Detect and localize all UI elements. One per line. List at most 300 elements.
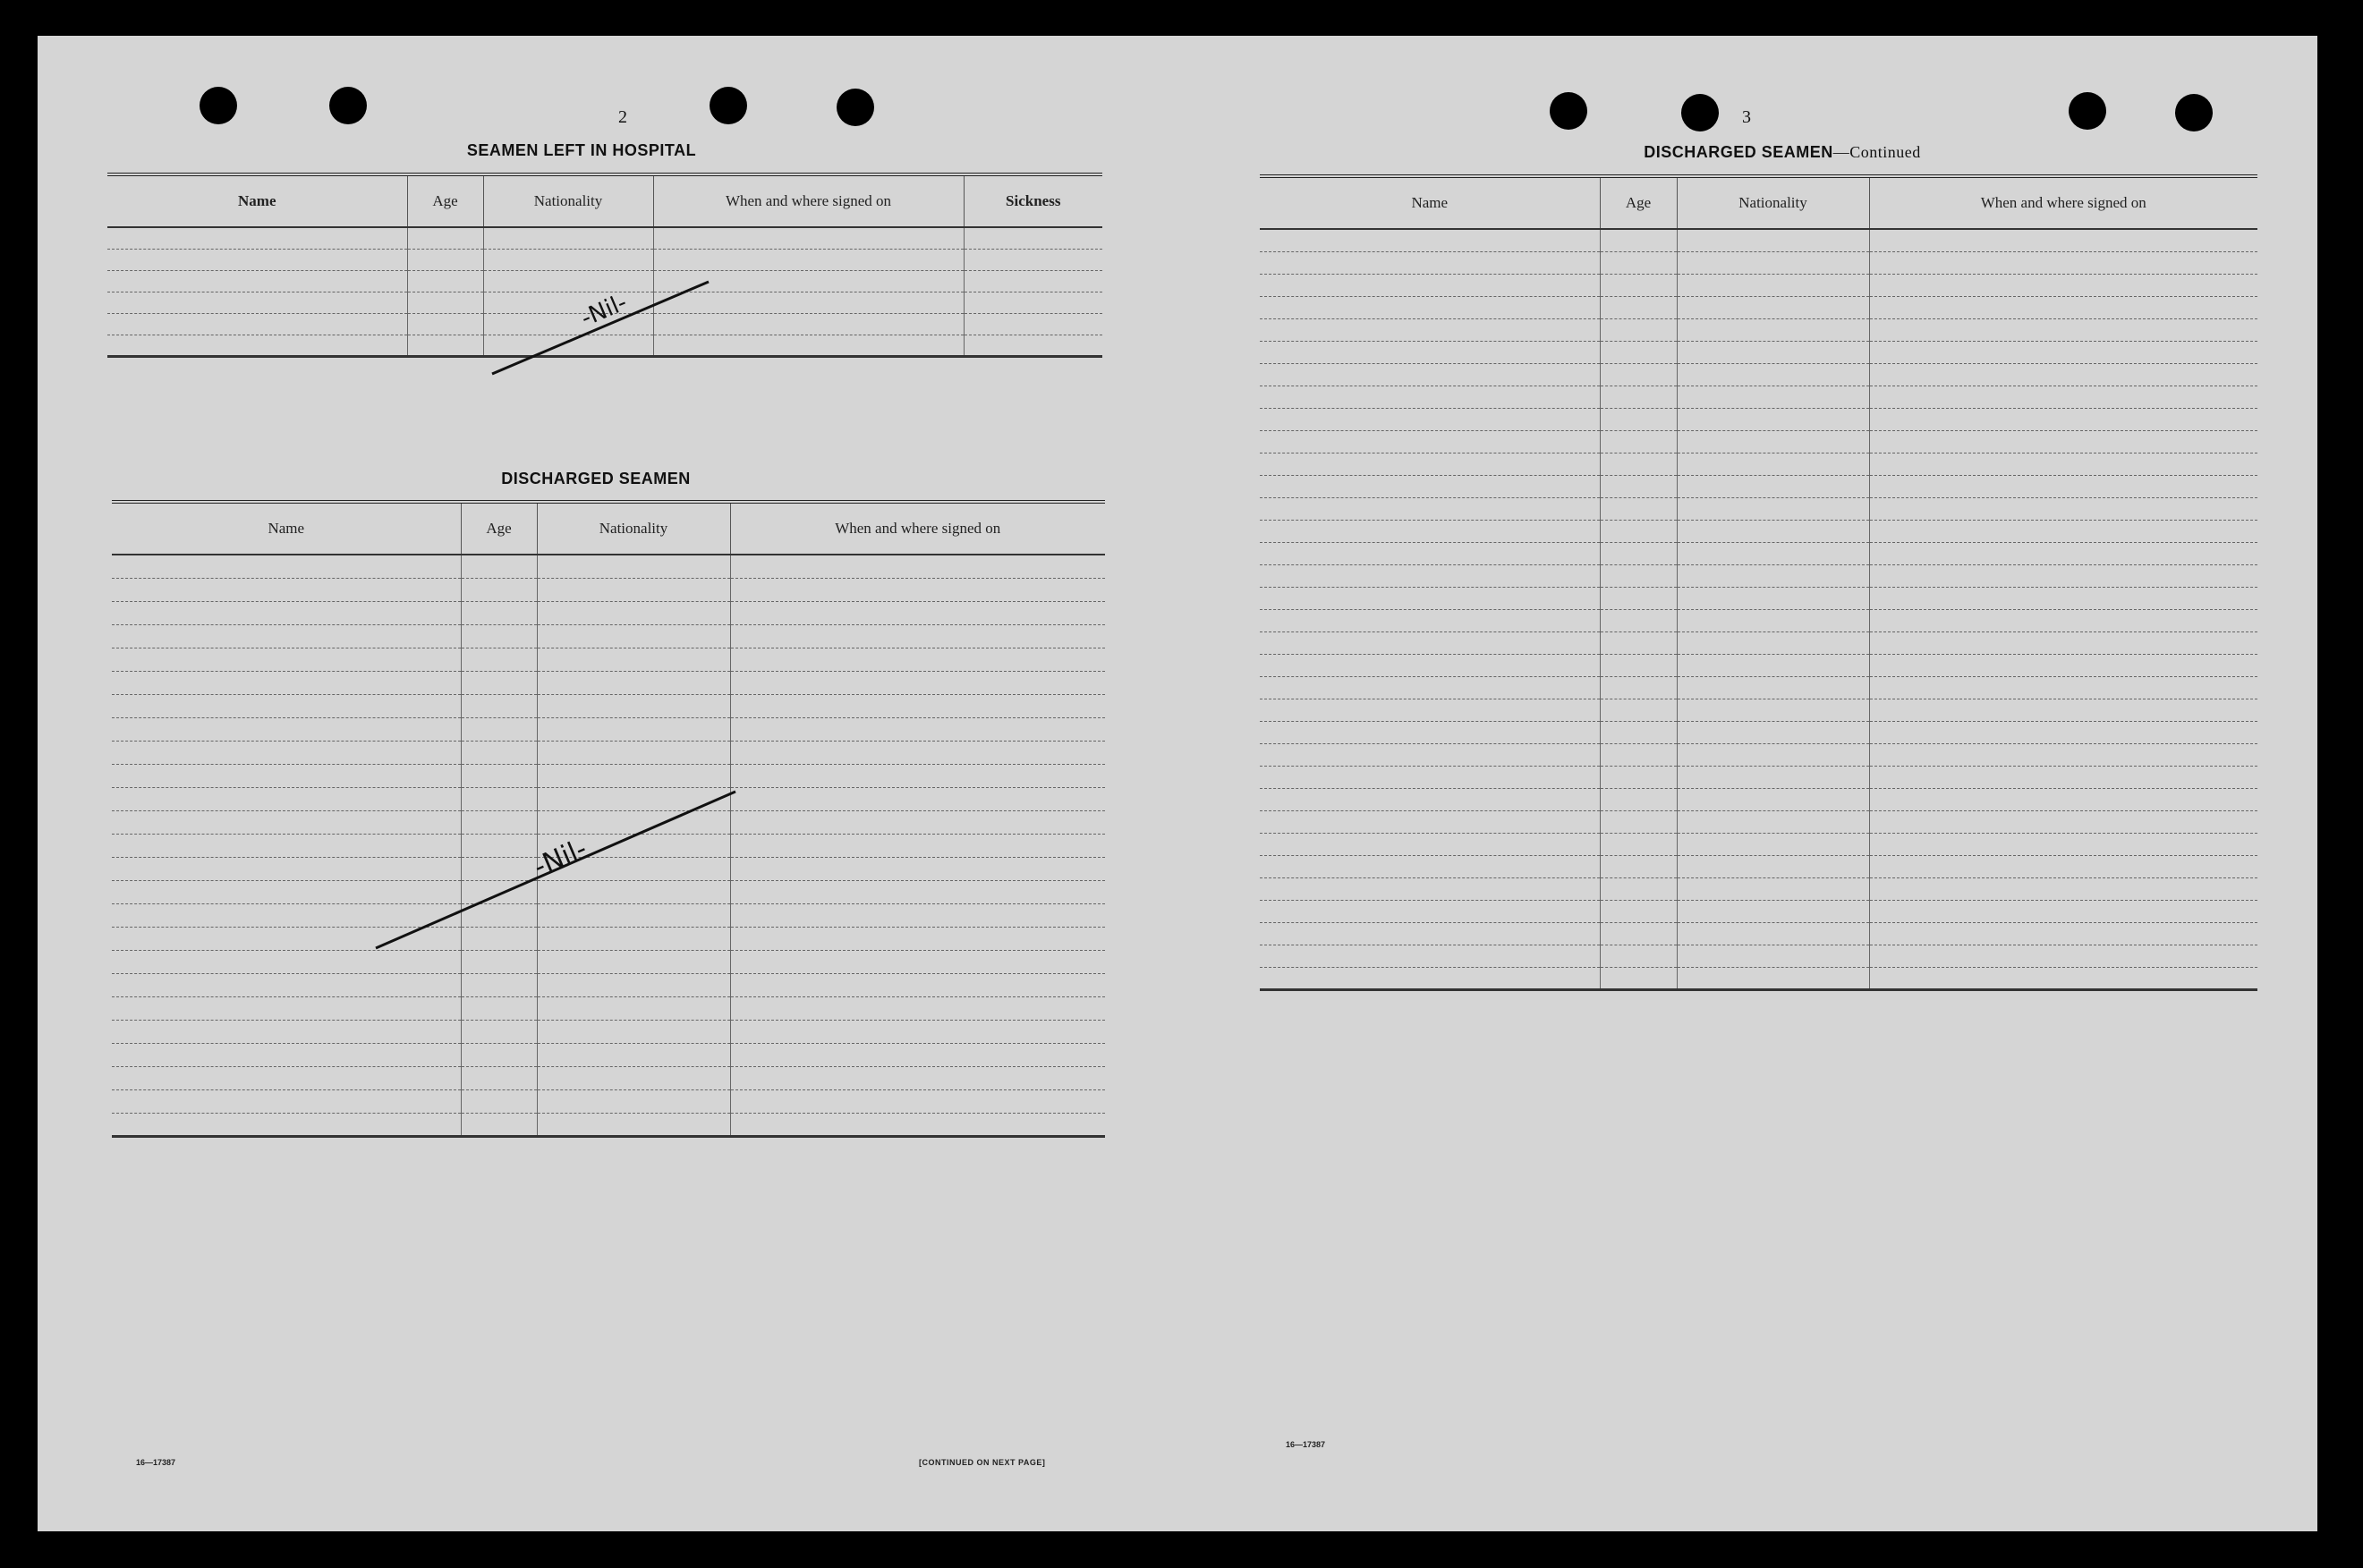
nil-annotation-discharged <box>369 751 780 1011</box>
table-cell <box>730 834 1105 857</box>
table-cell <box>1677 475 1869 497</box>
discharged-continued-title <box>1523 143 2042 162</box>
column-header-sickness: Sickness <box>964 174 1102 227</box>
table-cell <box>730 578 1105 601</box>
table-cell <box>730 741 1105 764</box>
table-row <box>112 1113 1105 1136</box>
table-cell <box>1869 788 2257 810</box>
table-cell <box>1677 699 1869 721</box>
table-row <box>1260 587 2257 609</box>
table-cell <box>730 671 1105 694</box>
table-cell <box>1600 810 1677 833</box>
table-cell <box>1260 766 1600 788</box>
table-cell <box>112 555 461 578</box>
column-header-name: Name <box>1260 176 1600 229</box>
table-cell <box>407 313 483 335</box>
table-cell <box>1677 654 1869 676</box>
table-row <box>1260 631 2257 654</box>
table-cell <box>112 1113 461 1136</box>
table-cell <box>537 694 730 717</box>
table-cell <box>1677 542 1869 564</box>
table-cell <box>1600 743 1677 766</box>
punch-hole <box>200 87 237 124</box>
table-cell <box>964 335 1102 356</box>
column-header-name: Name <box>112 502 461 555</box>
table-cell <box>730 601 1105 624</box>
column-header-nationality: Nationality <box>483 174 653 227</box>
table-cell <box>1677 900 1869 922</box>
punch-hole <box>710 87 747 124</box>
table-cell <box>1869 386 2257 408</box>
column-header-age: Age <box>1600 176 1677 229</box>
table-row <box>1260 520 2257 542</box>
table-cell <box>730 764 1105 787</box>
table-cell <box>730 624 1105 648</box>
column-header-when-and-where-signed-on: When and where signed on <box>653 174 964 227</box>
table-cell <box>1260 900 1600 922</box>
table-cell <box>1600 430 1677 453</box>
table-row <box>1260 699 2257 721</box>
table-cell <box>1869 229 2257 251</box>
table-cell <box>407 227 483 249</box>
table-cell <box>1260 408 1600 430</box>
table-row <box>1260 296 2257 318</box>
table-cell <box>1677 453 1869 475</box>
table-cell <box>1600 296 1677 318</box>
nil-annotation-hospital <box>485 268 771 429</box>
table-cell <box>730 1043 1105 1066</box>
table-cell <box>112 648 461 671</box>
table-cell <box>730 555 1105 578</box>
table-cell <box>1600 587 1677 609</box>
table-cell <box>1677 251 1869 274</box>
table-cell <box>1260 587 1600 609</box>
table-row <box>1260 430 2257 453</box>
table-cell <box>1869 542 2257 564</box>
table-cell <box>112 578 461 601</box>
table-cell <box>1869 430 2257 453</box>
table-cell <box>1600 699 1677 721</box>
table-cell <box>1677 855 1869 877</box>
table-cell <box>107 270 407 292</box>
table-cell <box>1677 520 1869 542</box>
table-cell <box>537 1043 730 1066</box>
table-cell <box>537 1066 730 1089</box>
punch-hole <box>837 89 874 126</box>
table-cell <box>1260 743 1600 766</box>
table-row <box>1260 229 2257 251</box>
table-cell <box>112 1089 461 1113</box>
table-row <box>1260 654 2257 676</box>
table-cell <box>1677 497 1869 520</box>
table-cell <box>1600 631 1677 654</box>
table-cell <box>107 292 407 313</box>
table-row <box>112 1043 1105 1066</box>
table-cell <box>537 648 730 671</box>
table-cell <box>1600 408 1677 430</box>
table-cell <box>1869 251 2257 274</box>
table-cell <box>1677 386 1869 408</box>
table-cell <box>461 1113 537 1136</box>
table-row <box>1260 810 2257 833</box>
table-cell <box>1260 363 1600 386</box>
table-cell <box>112 601 461 624</box>
table-cell <box>964 292 1102 313</box>
table-cell <box>1600 833 1677 855</box>
table-cell <box>1260 654 1600 676</box>
table-cell <box>1260 475 1600 497</box>
table-cell <box>1260 631 1600 654</box>
table-cell <box>461 1066 537 1089</box>
table-cell <box>653 249 964 270</box>
table-cell <box>1869 766 2257 788</box>
table-cell <box>107 249 407 270</box>
punch-hole <box>1550 92 1587 130</box>
table-cell <box>1869 363 2257 386</box>
table-cell <box>1600 341 1677 363</box>
table-cell <box>1600 363 1677 386</box>
table-cell <box>1600 922 1677 945</box>
table-cell <box>112 1043 461 1066</box>
table-cell <box>1869 631 2257 654</box>
table-cell <box>730 1066 1105 1089</box>
table-cell <box>1869 900 2257 922</box>
punch-hole <box>2175 94 2213 131</box>
table-cell <box>1260 564 1600 587</box>
table-row <box>1260 945 2257 967</box>
table-cell <box>1677 810 1869 833</box>
table-cell <box>730 694 1105 717</box>
table-cell <box>461 1043 537 1066</box>
table-cell <box>1260 251 1600 274</box>
table-cell <box>1869 497 2257 520</box>
table-cell <box>1260 788 1600 810</box>
table-cell <box>730 903 1105 927</box>
table-cell <box>730 648 1105 671</box>
table-cell <box>1260 877 1600 900</box>
table-row <box>112 601 1105 624</box>
table-cell <box>1869 922 2257 945</box>
table-cell <box>1869 609 2257 631</box>
nil-text-discharged: -Nil- <box>529 833 592 884</box>
table-row <box>107 227 1102 249</box>
table-cell <box>1869 967 2257 989</box>
table-row <box>1260 721 2257 743</box>
table-cell <box>1677 564 1869 587</box>
column-header-nationality: Nationality <box>1677 176 1869 229</box>
table-cell <box>461 694 537 717</box>
column-header-name: Name <box>107 174 407 227</box>
table-row <box>1260 833 2257 855</box>
table-cell <box>730 1020 1105 1043</box>
table-cell <box>1677 945 1869 967</box>
table-row <box>1260 408 2257 430</box>
table-cell <box>407 270 483 292</box>
table-cell <box>1600 900 1677 922</box>
table-cell <box>1600 497 1677 520</box>
table-cell <box>1260 453 1600 475</box>
column-header-when-and-where-signed-on: When and where signed on <box>730 502 1105 555</box>
nil-text-hospital: -Nil- <box>577 289 632 333</box>
table-cell <box>1869 520 2257 542</box>
table-cell <box>1600 609 1677 631</box>
table-row <box>107 249 1102 270</box>
table-cell <box>1600 475 1677 497</box>
column-header-nationality: Nationality <box>537 502 730 555</box>
table-cell <box>1677 877 1869 900</box>
table-row <box>1260 855 2257 877</box>
table-cell <box>461 578 537 601</box>
table-cell <box>964 227 1102 249</box>
table-cell <box>483 249 653 270</box>
table-cell <box>1869 699 2257 721</box>
table-row <box>1260 877 2257 900</box>
table-cell <box>1260 497 1600 520</box>
table-cell <box>1260 229 1600 251</box>
table-cell <box>1600 542 1677 564</box>
table-cell <box>1600 274 1677 296</box>
table-cell <box>1869 676 2257 699</box>
table-cell <box>1869 877 2257 900</box>
table-cell <box>1677 408 1869 430</box>
table-cell <box>730 1113 1105 1136</box>
table-cell <box>1260 699 1600 721</box>
table-cell <box>1869 743 2257 766</box>
table-row <box>112 555 1105 578</box>
table-cell <box>461 1020 537 1043</box>
table-cell <box>1677 296 1869 318</box>
table-row <box>112 1089 1105 1113</box>
table-cell <box>112 671 461 694</box>
table-cell <box>112 717 461 741</box>
table-cell <box>1260 341 1600 363</box>
page-number-left: 2 <box>618 107 627 127</box>
table-cell <box>1869 654 2257 676</box>
punch-hole <box>2069 92 2106 130</box>
table-cell <box>1260 542 1600 564</box>
table-cell <box>1677 743 1869 766</box>
table-cell <box>730 880 1105 903</box>
table-cell <box>112 694 461 717</box>
table-cell <box>1260 318 1600 341</box>
column-header-age: Age <box>407 174 483 227</box>
table-row <box>1260 922 2257 945</box>
table-cell <box>1600 766 1677 788</box>
table-cell <box>112 624 461 648</box>
table-cell <box>1600 967 1677 989</box>
table-row <box>1260 341 2257 363</box>
table-cell <box>1869 833 2257 855</box>
table-row <box>1260 251 2257 274</box>
table-cell <box>1677 609 1869 631</box>
table-row <box>1260 497 2257 520</box>
table-cell <box>1677 430 1869 453</box>
table-cell <box>1869 318 2257 341</box>
table-row <box>1260 318 2257 341</box>
table-cell <box>1260 520 1600 542</box>
table-cell <box>730 927 1105 950</box>
table-cell <box>461 624 537 648</box>
table-cell <box>1260 855 1600 877</box>
table-cell <box>1600 721 1677 743</box>
table-row <box>1260 542 2257 564</box>
table-cell <box>1260 430 1600 453</box>
table-cell <box>1260 833 1600 855</box>
table-cell <box>483 227 653 249</box>
table-cell <box>1600 520 1677 542</box>
table-row <box>1260 967 2257 989</box>
table-cell <box>730 996 1105 1020</box>
table-cell <box>461 717 537 741</box>
table-cell <box>1677 967 1869 989</box>
table-cell <box>1260 386 1600 408</box>
table-cell <box>1869 296 2257 318</box>
table-cell <box>1869 945 2257 967</box>
discharged-continued-table <box>1260 174 2257 991</box>
table-cell <box>1600 453 1677 475</box>
discharged-continued-suffix: —Continued <box>1832 143 1921 161</box>
column-header-when-and-where-signed-on: When and where signed on <box>1869 176 2257 229</box>
table-cell <box>1677 676 1869 699</box>
table-cell <box>653 227 964 249</box>
table-row <box>1260 274 2257 296</box>
table-cell <box>1677 766 1869 788</box>
hospital-table-header <box>107 174 1102 227</box>
discharged-section-title: DISCHARGED SEAMEN <box>501 470 691 487</box>
discharged-table-header <box>112 502 1105 555</box>
discharged-continued-title-main: DISCHARGED SEAMEN <box>1644 143 1833 161</box>
table-cell <box>1600 788 1677 810</box>
table-cell <box>112 1020 461 1043</box>
table-cell <box>730 787 1105 810</box>
table-cell <box>537 624 730 648</box>
table-cell <box>461 671 537 694</box>
table-cell <box>1260 967 1600 989</box>
table-cell <box>1260 609 1600 631</box>
table-cell <box>1677 721 1869 743</box>
table-cell <box>1677 631 1869 654</box>
column-header-age: Age <box>461 502 537 555</box>
table-cell <box>537 1089 730 1113</box>
table-cell <box>1677 363 1869 386</box>
table-cell <box>730 1089 1105 1113</box>
table-cell <box>964 249 1102 270</box>
table-row <box>1260 743 2257 766</box>
table-cell <box>964 313 1102 335</box>
table-row <box>1260 609 2257 631</box>
table-cell <box>1677 229 1869 251</box>
hospital-section-title: SEAMEN LEFT IN HOSPITAL <box>466 141 697 159</box>
table-cell <box>964 270 1102 292</box>
table-cell <box>107 335 407 356</box>
punch-hole <box>1681 94 1719 131</box>
table-row <box>112 648 1105 671</box>
table-cell <box>537 717 730 741</box>
table-cell <box>1869 855 2257 877</box>
table-cell <box>1260 810 1600 833</box>
table-row <box>112 1020 1105 1043</box>
punch-hole <box>329 87 367 124</box>
table-cell <box>1600 386 1677 408</box>
table-cell <box>1600 318 1677 341</box>
table-cell <box>107 227 407 249</box>
table-cell <box>1869 564 2257 587</box>
table-row <box>112 1066 1105 1089</box>
table-cell <box>107 313 407 335</box>
table-cell <box>461 601 537 624</box>
table-cell <box>1260 274 1600 296</box>
table-cell <box>1600 676 1677 699</box>
table-row <box>1260 766 2257 788</box>
table-cell <box>1600 877 1677 900</box>
table-cell <box>1869 408 2257 430</box>
table-cell <box>1869 274 2257 296</box>
table-cell <box>1869 341 2257 363</box>
table-row <box>1260 900 2257 922</box>
page-number-right: 3 <box>1742 107 1751 127</box>
table-cell <box>1677 788 1869 810</box>
continued-footnote: [CONTINUED ON NEXT PAGE] <box>919 1458 1046 1467</box>
scanned-document <box>38 36 2317 1531</box>
table-cell <box>461 555 537 578</box>
table-row <box>112 717 1105 741</box>
table-cell <box>1677 922 1869 945</box>
table-cell <box>1600 945 1677 967</box>
table-cell <box>537 578 730 601</box>
table-cell <box>1869 810 2257 833</box>
table-cell <box>1260 296 1600 318</box>
table-cell <box>1600 251 1677 274</box>
table-cell <box>1869 721 2257 743</box>
table-cell <box>537 555 730 578</box>
table-cell <box>537 1020 730 1043</box>
table-row <box>112 624 1105 648</box>
table-row <box>1260 453 2257 475</box>
form-number-left: 16—17387 <box>136 1458 176 1467</box>
table-cell <box>407 335 483 356</box>
table-row <box>1260 788 2257 810</box>
table-row <box>1260 386 2257 408</box>
table-cell <box>112 1066 461 1089</box>
table-row <box>112 694 1105 717</box>
table-cell <box>407 249 483 270</box>
table-row <box>1260 363 2257 386</box>
table-cell <box>730 810 1105 834</box>
table-cell <box>1677 833 1869 855</box>
table-cell <box>1677 318 1869 341</box>
table-cell <box>1869 587 2257 609</box>
table-cell <box>461 648 537 671</box>
table-cell <box>1260 676 1600 699</box>
table-cell <box>1600 564 1677 587</box>
table-cell <box>1260 922 1600 945</box>
table-cell <box>730 973 1105 996</box>
table-cell <box>1677 341 1869 363</box>
table-cell <box>1600 654 1677 676</box>
table-cell <box>730 717 1105 741</box>
table-cell <box>461 1089 537 1113</box>
table-cell <box>730 950 1105 973</box>
table-cell <box>1600 855 1677 877</box>
table-row <box>1260 564 2257 587</box>
table-cell <box>1677 587 1869 609</box>
table-cell <box>1677 274 1869 296</box>
table-row <box>112 578 1105 601</box>
table-cell <box>537 1113 730 1136</box>
table-cell <box>730 857 1105 880</box>
table-cell <box>537 671 730 694</box>
table-cell <box>537 601 730 624</box>
